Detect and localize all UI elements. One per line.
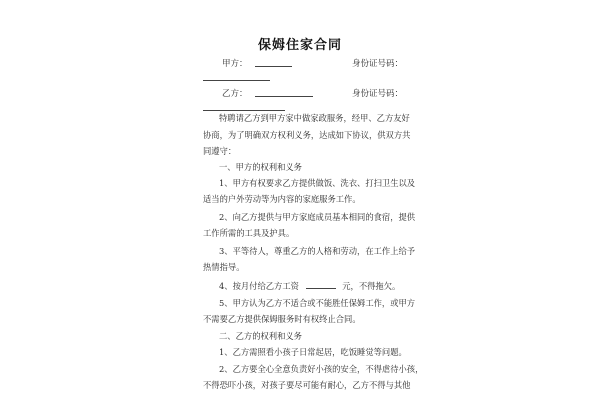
intro-line-2: 协商，为了明确双方权利义务，达成如下协议，供双方共 <box>203 130 411 140</box>
clause-a3-line-2: 热情指导。 <box>203 262 245 272</box>
party-b-label: 乙方： <box>222 89 248 99</box>
clause-a4-suffix: 元，不得拖欠。 <box>342 281 401 291</box>
party-a-name-blank <box>255 65 292 67</box>
clause-a2-line-2: 工作所需的工具及护具。 <box>203 228 295 238</box>
intro-line-1: 特聘请乙方到甲方家中做家政服务，经甲、乙方友好 <box>219 113 410 123</box>
section-1-heading: 一、甲方的权利和义务 <box>219 162 302 172</box>
clause-a5-line-1: 5、甲方认为乙方不适合或不能胜任保姆工作，或甲方 <box>219 298 416 308</box>
party-a-label: 甲方： <box>222 59 248 69</box>
clause-b2-line-1: 2、乙方要全心全意负责好小孩的安全，不得虐待小孩， <box>219 364 424 374</box>
party-b-id-label: 身份证号码： <box>352 89 404 99</box>
clause-a1-line-1: 1、甲方有权要求乙方提供做饭、洗衣、打扫卫生以及 <box>219 178 416 188</box>
clause-a2-line-1: 2、向乙方提供与甲方家庭成员基本相同的食宿，提供 <box>219 212 416 222</box>
document-title: 保姆住家合同 <box>257 38 342 53</box>
clause-a4-prefix: 4、按月付给乙方工资 <box>219 281 299 291</box>
party-b-name-blank <box>255 95 313 97</box>
party-a-id-label: 身份证号码： <box>352 59 404 69</box>
clause-a5-line-2: 不需要乙方提供保姆服务时有权终止合同。 <box>203 314 361 324</box>
clause-a3-line-1: 3、平等待人，尊重乙方的人格和劳动，在工作上给予 <box>219 246 416 256</box>
section-2-heading: 二、乙方的权利和义务 <box>219 331 302 341</box>
clause-b1-line-1: 1、乙方需照看小孩子日常起居，吃饭睡觉等问题。 <box>219 347 407 357</box>
clause-a4-line <box>219 280 400 291</box>
party-a-id-blank <box>203 79 270 81</box>
clause-b2-line-2: 不得恐吓小孩，对孩子要尽可能有耐心，乙方不得与其他 <box>203 380 411 390</box>
party-b-id-blank <box>203 109 285 111</box>
intro-line-3: 同遵守： <box>203 146 237 156</box>
salary-blank <box>306 280 336 289</box>
clause-a1-line-2: 适当的户外劳动等为内容的家庭服务工作。 <box>203 194 361 204</box>
